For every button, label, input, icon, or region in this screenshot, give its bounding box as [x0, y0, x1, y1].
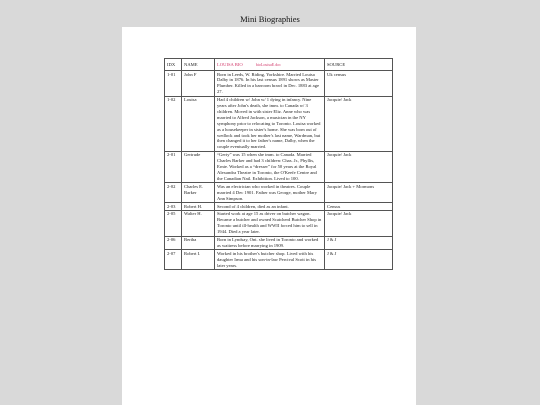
header-bio-filename: bioLouisaE.doc: [255, 61, 282, 67]
document-page: [122, 27, 416, 405]
page-title: Mini Biographies: [240, 14, 300, 24]
cell-name: Robert H.: [182, 203, 215, 211]
cell-name: John F: [182, 71, 215, 97]
cell-idx: 2-05: [165, 210, 182, 236]
cell-source: Jacquie/ Jack: [325, 96, 393, 151]
cell-bio: Worked in his brother's butcher shop. Lived with his daughter Irma and his son-in-law Percival Scott in his later years.: [215, 250, 325, 270]
cell-source: Uk census: [325, 71, 393, 97]
table-row: [165, 203, 393, 211]
cell-idx: 2-02: [165, 183, 182, 203]
cell-name: Robert I.: [182, 250, 215, 270]
cell-bio: Second of 4 children, died as an infant.: [215, 203, 325, 211]
cell-idx: 1-02: [165, 96, 182, 151]
cell-idx: 2-06: [165, 236, 182, 250]
cell-bio: Born in Lyndsay, Ont. she lived in Toronto and worked as waitress before marrying in 1909.: [215, 236, 325, 250]
cell-source: Jacquie/ Jack: [325, 210, 393, 236]
table-row: [165, 151, 393, 183]
cell-bio: Was an electrician who worked in theatres. Couple married 4 Dec 1901. Father was George, mother Mary Ann Simpson.: [215, 183, 325, 203]
cell-idx: 2-07: [165, 250, 182, 270]
cell-name: Gertrude: [182, 151, 215, 183]
cell-idx: 1-01: [165, 71, 182, 97]
cell-idx: 2-01: [165, 151, 182, 183]
cell-idx: 2-03: [165, 203, 182, 211]
header-idx: IDX: [165, 59, 182, 71]
table-row: [165, 183, 393, 203]
cell-name: Walter H.: [182, 210, 215, 236]
table-row: [165, 71, 393, 97]
table-row: [165, 250, 393, 270]
header-source: SOURCE: [325, 59, 393, 71]
cell-source: J & J: [325, 250, 393, 270]
table-header-row: [165, 59, 393, 71]
cell-source: J & J: [325, 236, 393, 250]
cell-bio: Started work at age 15 as driver on butcher wagon. Became a butcher and owned Scatcherd Butcher Shop in Toronto until ill-health and WWII forced him to sell in 1944. Died a year later.: [215, 210, 325, 236]
cell-name: Louisa: [182, 96, 215, 151]
cell-name: Bertha: [182, 236, 215, 250]
table-row: [165, 236, 393, 250]
table-row: [165, 210, 393, 236]
cell-source: Jacquie/ Jack: [325, 151, 393, 183]
cell-name: Charles E. Barker: [182, 183, 215, 203]
header-bio: [215, 59, 325, 71]
cell-source: Jacquie/ Jack + Mormons: [325, 183, 393, 203]
header-name: NAME: [182, 59, 215, 71]
biography-table: [164, 58, 393, 270]
header-bio-label: LOUISA BIO: [217, 61, 243, 67]
table-row: [165, 96, 393, 151]
cell-bio: Had 4 children w/ John w/ 1 dying in infancy. Nine years after John's death, she imm. to Canada w/ 3 children. Moved in with sister Eliz. Anne who was married to Alfred Jackson, a musician in the NY symphony prior to relocating to Toronto. Louisa worked as a housekeeper in sister's home. She was born out of wedlock and took her mother's last name, Wardman, but then changed it to her father's name, Dalby, when the couple eventually married.: [215, 96, 325, 151]
cell-source: Census: [325, 203, 393, 211]
cell-bio: Born in Leeds, W. Riding, Yorkshire. Married Louisa Dalby in 1876. In his last census 1891 shows as Master Plumber. Killed in a barroom brawl in Dec. 1883 at age 27.: [215, 71, 325, 97]
cell-bio: “Gerty” was 15 when she imm. to Canada. Married Charles Barker and had 3 children: Chas. Jr., Phyllis, Ernie. Worked as a “dresser” for 50 years at the Royal Alexandra Theatre in Toronto, the O'Keefe Centre and the Canadian Natl. Exhibition. Lived to 100.: [215, 151, 325, 183]
